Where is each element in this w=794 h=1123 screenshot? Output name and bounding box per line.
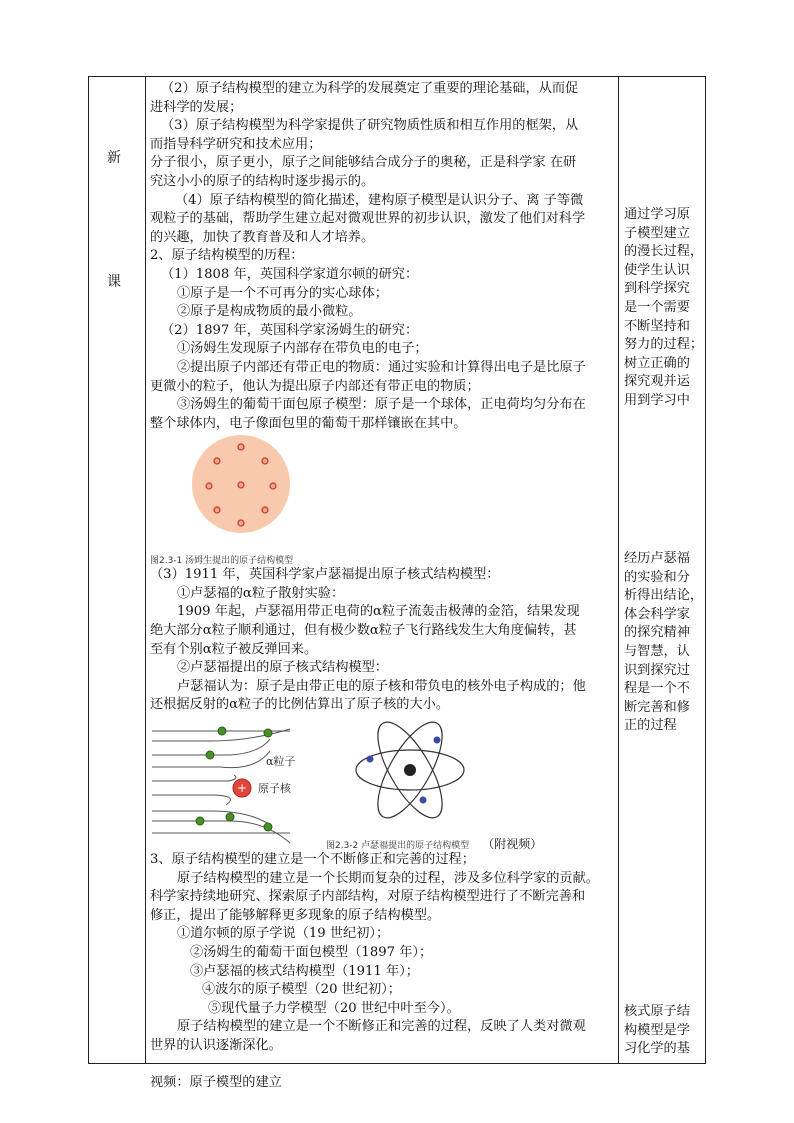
text-line: ①道尔顿的原子学说（19 世纪初）； [177, 926, 390, 942]
side-line: 子模型建立 [624, 225, 690, 241]
text-line: ②汤姆生的葡萄干面包模型（1897 年）； [190, 945, 433, 960]
atom-nucleus [404, 764, 416, 776]
text-line: 卢瑟福认为：原子是由带正电的原子核和带负电的核外电子构成的；他 [177, 678, 586, 694]
text-line: 1909 年起，卢瑟福用带正电荷的α粒子流轰击极薄的金箔，结果发现 [177, 604, 580, 620]
section-bottom [150, 851, 612, 1093]
text-line: 更微小的粒子，他认为提出原子内部还有带正电的物质； [150, 378, 480, 394]
side-line: 经历卢瑟福 [624, 551, 690, 566]
side-line: 体会科学家 [624, 606, 690, 622]
text-line: ③卢瑟福的核式结构模型（1911 年）； [190, 963, 419, 979]
electron-dot [238, 482, 244, 488]
side-line: 与智慧，认 [624, 643, 690, 659]
video-note: （附视频） [482, 837, 543, 852]
text-line: 2、原子结构模型的历程： [150, 248, 304, 264]
side-line: 用到学习中 [624, 392, 690, 408]
figure-rutherford [150, 715, 612, 851]
side-line: 通过学习原 [624, 207, 690, 222]
text-line: 科学家持续地研究、探索原子内部结构，对原子结构模型进行了不断完善和 [150, 889, 586, 905]
side-note-1 [624, 206, 704, 411]
section-top [150, 80, 612, 433]
section-mid [150, 566, 612, 715]
text-line: ④波尔的原子模型（20 世纪初）； [202, 982, 401, 998]
text-line: 还根据反射的α粒子的比例估算出了原子核的大小。 [150, 697, 450, 713]
text-line: ①卢瑟福的α粒子散射实验： [177, 585, 345, 601]
side-line: 程是一个不 [624, 681, 690, 697]
figure-1-caption: 图2.3-1 汤姆生提出的原子结构模型 [150, 556, 294, 567]
text-line: 分子很小，原子更小，原子之间能够结合成分子的奥秘，正是科学家 在研 [150, 155, 577, 171]
text-line: ②卢瑟福提出的原子核式结构模型： [177, 660, 388, 676]
electron-dot [262, 458, 268, 464]
text-line: ②原子是构成物质的最小微粒。 [177, 304, 362, 320]
nucleus-label: 原子核 [258, 782, 291, 796]
side-line: 析得出结论， [624, 588, 704, 604]
blank-line [150, 1056, 612, 1075]
side-note-3 [624, 1003, 704, 1059]
text-line: 修正，提出了能够解释更多现象的原子结构模型。 [150, 907, 441, 923]
text-line: （2）原子结构模型的建立为科学的发展奠定了重要的理论基础，从而促 [161, 81, 579, 96]
text-line: 而指导科学研究和技术应用； [150, 136, 322, 152]
text-line: ③汤姆生的葡萄干面包原子模型：原子是一个球体，正电荷均匀分布在 [177, 397, 586, 413]
text-line: 原子结构模型的建立是一个不断修正和完善的过程，反映了人类对微观 [177, 1019, 586, 1035]
electron-dot [262, 507, 268, 513]
side-line: 的漫长过程， [624, 244, 704, 260]
side-line: 探究观并运 [624, 374, 690, 390]
main-content [150, 80, 612, 1093]
text-line: 世界的认识逐渐深化。 [150, 1037, 282, 1053]
figure-2-caption-row [326, 833, 542, 852]
text-line: 观粒子的基础，帮助学生建立起对微观世界的初步认识，激发了他们对科学 [150, 211, 586, 227]
text-line: （3）1911 年，英国科学家卢瑟福提出原子核式结构模型： [150, 567, 500, 583]
side-line: 正的过程 [624, 718, 677, 734]
electron-dot [270, 483, 276, 489]
text-line: ①原子是一个不可再分的实心球体； [177, 285, 388, 301]
side-line: 习化学的基 [624, 1041, 690, 1057]
electron-dot [214, 458, 220, 464]
atom-electrons [367, 737, 441, 804]
side-line: 是一个需要 [624, 299, 690, 315]
text-line: 绝大部分α粒子顺利通过，但有极少数α粒子飞行路线发生大角度偏转，甚 [150, 623, 577, 639]
side-line: 到科学探究 [624, 281, 690, 297]
text-line: ②提出原子内部还有带正电的物质：通过实验和计算得出电子是比原子 [177, 359, 586, 375]
text-line: 至有个别α粒子被反弹回来。 [150, 641, 318, 657]
text-line: （1）1808 年，英国科学家道尔顿的研究： [161, 266, 419, 282]
side-line: 的实验和分 [624, 569, 690, 585]
text-line: 原子结构模型的建立是一个长期而复杂的过程，涉及多位科学家的贡献。 [177, 870, 599, 886]
side-line: 断完善和修 [624, 699, 690, 715]
side-note-2 [624, 550, 704, 736]
text-line: 整个球体内，电子像面包里的葡萄干那样镶嵌在其中。 [150, 415, 467, 431]
text-line: ①汤姆生发现原子内部存在带负电的电子； [177, 341, 428, 357]
text-line: （2）1897 年，英国科学家汤姆生的研究： [161, 322, 419, 338]
text-line: 的兴趣，加快了教育普及和人才培养。 [150, 229, 375, 245]
text-line: （4）原子结构模型的简化描述，建构原子模型是认识分子、离 子等微 [175, 192, 584, 208]
text-line: 3、原子结构模型的建立是一个不断修正和完善的过程； [150, 852, 475, 868]
side-line: 核式原子结 [624, 1004, 690, 1019]
text-line: 进科学的发展； [150, 99, 243, 115]
side-line: 树立正确的 [624, 355, 690, 371]
text-line: 视频：原子模型的建立 [150, 1075, 282, 1091]
column-divider-left [145, 77, 146, 1063]
electron-dot [238, 444, 244, 450]
figure-thomson [150, 433, 612, 553]
column-divider-right [618, 77, 619, 1063]
side-line: 识到探究过 [624, 662, 690, 678]
thomson-model-illustration [150, 433, 612, 553]
side-line: 不断坚持和 [624, 318, 690, 334]
rutherford-illustration [150, 715, 612, 851]
electron-dot [206, 483, 212, 489]
side-line: 构模型是学 [624, 1022, 690, 1038]
electron-dot [238, 520, 244, 526]
figure-2-caption: 图2.3-2 卢瑟福提出的原子结构模型 [326, 841, 470, 852]
side-line: 努力的过程； [624, 337, 704, 353]
left-label-xin: 新 [107, 150, 121, 166]
text-line: 究这小小的原子的结构时逐步揭示的。 [150, 173, 375, 189]
side-line: 使学生认识 [624, 262, 690, 278]
text-line: （3）原子结构模型为科学家提供了研究物质性质和相互作用的框架，从 [161, 118, 579, 134]
text-line: ⑤现代量子力学模型（20 世纪中叶至今）。 [208, 1000, 460, 1016]
nucleus-plus: + [236, 781, 248, 796]
side-line: 的探究精神 [624, 625, 690, 641]
alpha-label: α粒子 [266, 755, 296, 769]
electron-dot [214, 507, 220, 513]
left-label-ke: 课 [107, 274, 121, 290]
